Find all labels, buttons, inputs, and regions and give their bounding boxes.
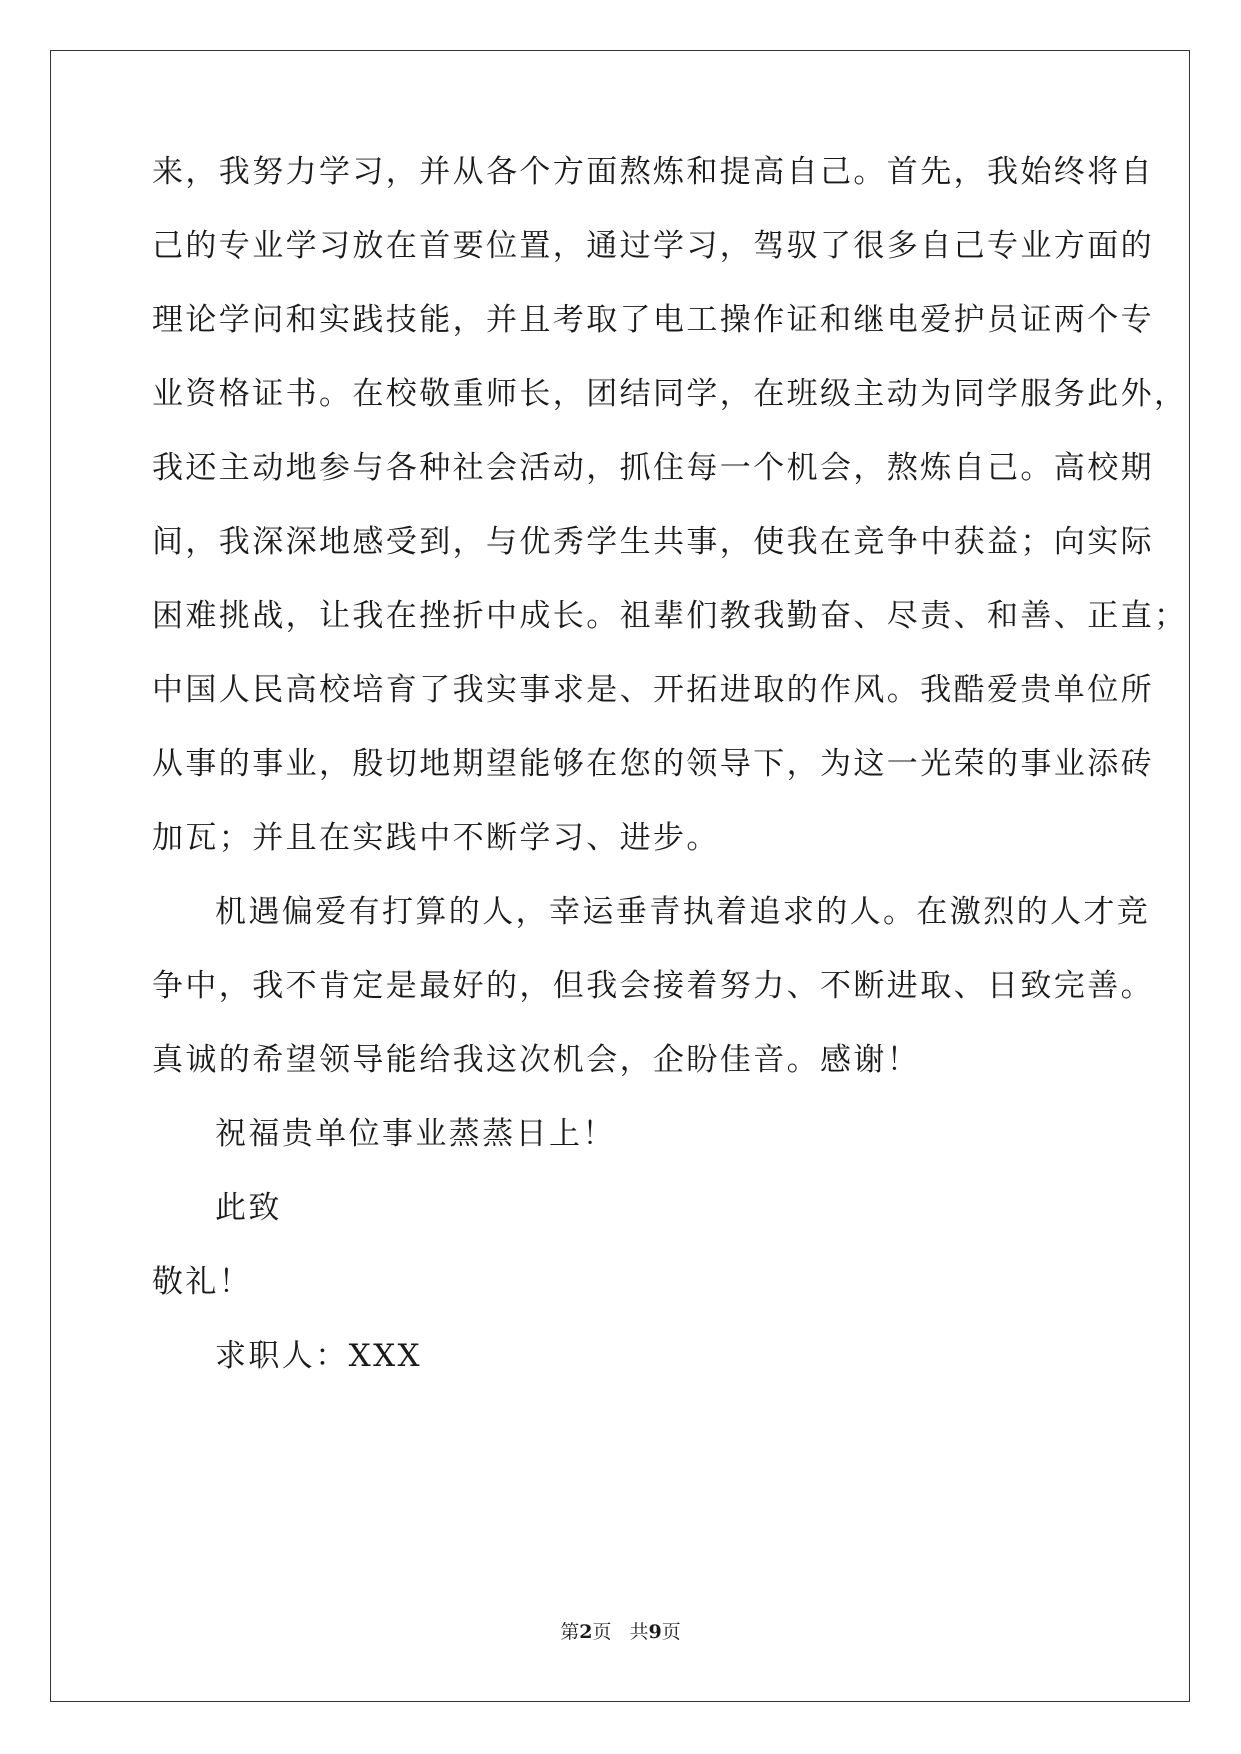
paragraph-line: 机遇偏爱有打算的人，幸运垂青执着追求的人。在激烈的人才竞 [215,894,1151,930]
current-page-number: 2 [579,1621,593,1643]
page-footer [0,1620,1241,1644]
body-line: 困难挑战，让我在挫折中成长。祖辈们教我勤奋、尽责、和善、正直； [152,598,1188,634]
body-line: 间，我深深地感受到，与优秀学生共事，使我在竞争中获益；向实际 [152,524,1154,560]
footer-page-suffix: 页 [592,1621,612,1643]
signature-line: 求职人：XXX [215,1338,423,1374]
body-line: 从事的事业，殷切地期望能够在您的领导下，为这一光荣的事业添砖 [152,746,1154,782]
footer-total-suffix: 页 [661,1621,681,1643]
body-line: 中国人民高校培育了我实事求是、开拓进取的作风。我酷爱贵单位所 [152,672,1154,708]
closing-line: 此致 [215,1190,282,1226]
body-line: 加瓦；并且在实践中不断学习、进步。 [152,820,720,856]
page-border [50,50,1190,1702]
body-line: 我还主动地参与各种社会活动，抓住每一个机会，熬炼自己。高校期 [152,450,1154,486]
body-line: 理论学问和实践技能，并且考取了电工操作证和继电爱护员证两个专 [152,302,1154,338]
wish-line: 祝福贵单位事业蒸蒸日上！ [215,1116,616,1152]
paragraph-line: 争中，我不肯定是最好的，但我会接着努力、不断进取、日致完善。 [152,968,1154,1004]
body-line: 业资格证书。在校敬重师长，团结同学，在班级主动为同学服务此外， [152,376,1188,412]
footer-prefix: 第 [560,1621,580,1643]
salute-line: 敬礼！ [152,1264,253,1300]
body-line: 来，我努力学习，并从各个方面熬炼和提高自己。首先，我始终将自 [152,154,1154,190]
paragraph-line: 真诚的希望领导能给我这次机会，企盼佳音。感谢！ [152,1042,921,1078]
total-page-count: 9 [648,1621,662,1643]
footer-total-prefix: 共 [629,1621,649,1643]
body-line: 己的专业学习放在首要位置，通过学习，驾驭了很多自己专业方面的 [152,228,1154,264]
